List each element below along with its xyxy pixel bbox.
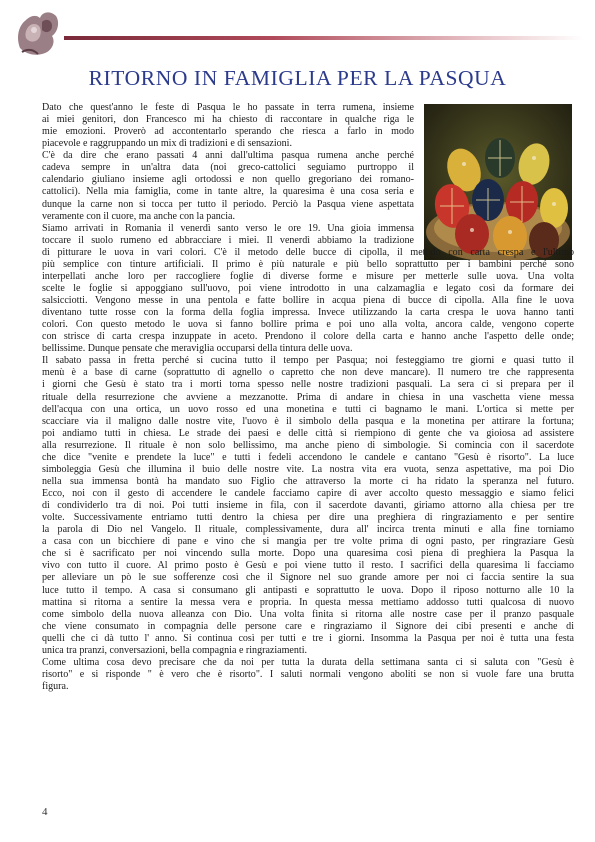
angel-relief-logo-icon (12, 8, 62, 58)
text-line: cattolici). Nella mia famiglia, come in tante altre, la quaresima è una cosa seria e (42, 186, 414, 198)
text-line: Come ultima cosa devo precisare che da noi per tutta la durata della settimana santa ci si saluta con "Gesù è (42, 656, 574, 668)
text-line: mie emozioni. Proverò ad accontentarlo sperando che riesca a farlo in modo (42, 126, 414, 138)
text-line: che si è sacrificato per noi vincendo sulla morte. Dopo una quaresima così piena di preghiera la Pasqua la (42, 548, 574, 560)
text-line: alla resurrezione. Il rituale è non solo bellissimo, ma anche pieno di simbologie. Si comincia con il sacerdote (42, 439, 574, 451)
text-line: diventano tutte rosse con la forma della foglia impressa. Invece utilizzando la carta crespa le uova hanno tanti (42, 307, 574, 319)
text-line: Siamo arrivati in Romania il venerdì santo verso le ore 19. Una gioia immensa (42, 222, 414, 234)
text-line: salsicciotti. Vengono messe in una pentola e fatte bollire in acqua piena di bucce di cipolla. Alla fine le uova (42, 295, 574, 306)
text-line: colori. Con questo metodo le uova si fanno bollire prima e poi uno alla volta, ancora calde, vengono coperte (42, 319, 574, 331)
text-line: quelli che ci dà tutto l' anno. Si continua così per tutti e tre i giorni. Insomma la Pasqua per noi è tutta una festa (42, 632, 574, 644)
text-line: scelte le foglie si appoggiano sull'uovo, poi viene introdotto in una calzamaglia e legato così da formare dei (42, 282, 574, 294)
text-line: per alleviare un pò le sue sofferenze così che il Signore nel suo grande amore per noi ci faccia sentire la sua (42, 572, 574, 584)
text-line: rituale della resurrezione che avviene a mezzanotte. Prima di andare in chiesa in una vaschetta viene messa (42, 391, 574, 403)
text-line: la parola di Dio nel Vangelo. Il rituale, complessivamente, dura all' incirca trenta minuti e alla fine torniamo (42, 524, 574, 536)
text-line: C'è da dire che erano passati 4 anni dall'ultima pasqua rumena anche perché (42, 150, 414, 162)
text-line: che viene consumato in compagnia delle persone care e ringraziamo il Signore dei cibi presenti e anche di (42, 620, 574, 632)
text-line: di condividerlo tra di noi. Poi tutti insieme in fila, con il sacerdote davanti, giriamo attorno alla chiesa per tre (42, 500, 574, 512)
text-line: dunque la carne non si tocca per tutto il periodo. Perciò la Pasqua viene aspettata (42, 198, 414, 210)
article-body (42, 102, 574, 693)
text-line: luce tutto il tempo. A casa si consumano gli antipasti e soprattutto le uova. Dopo il riposo notturno alle 10 la (42, 584, 574, 596)
text-line: nella sua immensa bontà ha mandato suo Figlio che attraverso la morte ci ha ridato la speranza nel futuro. (42, 475, 574, 487)
text-line: Il sabato passa in fretta perché si cucina tutto il tempo per Pasqua; noi festeggiamo tre giorni e quasi tutto il (42, 355, 574, 367)
text-line: calendario giuliano insieme agli ortodossi e non quello gregoriano dei romano- (42, 174, 414, 186)
text-line: più semplice con tinture artificiali. Il primo è più naturale e più bello soprattutto per i bambini perché sono (42, 258, 574, 270)
text-line: veramente con il cuore, ma anche con la pancia. (42, 210, 236, 222)
text-line: menù è a base di carne (soprattutto di agnello o capretto che non deve mancare). Il numero tre che rappresenta (42, 367, 574, 379)
text-line: volte. Successivamente entriamo tutti dentro la chiesa per dire una preghiera di ringraziamento e per sentire (42, 512, 574, 524)
text-line: dell'acqua con una ortica, un uovo rosso ed una monetina e tutti ci bagnamo le mani. L'ortica si mette per (42, 403, 574, 415)
text-line: scacciare via il maligno dalle nostre vite, l'uovo è il simbolo della pasqua e la monetina per attirare la fortuna; (42, 415, 574, 427)
text-line: interpellati anche loro per raccogliere foglie di diverse forme e misure per metterle sulle uova. Una volta (42, 270, 574, 282)
text-line: vivo con tutto il cuore. Al primo posto è Gesù e poi viene tutto il resto. I sacrifici della quaresima li facciamo (42, 560, 574, 572)
text-line: unica tra pranzi, conversazioni, bella compagnia e ringraziamenti. (42, 644, 308, 656)
text-line: risorto" e si risponde " è vero che è risorto". I saluti normali vengono aboliti se non si vuole fare una brutta (42, 668, 574, 680)
text-line: bellissime. Dunque pensate che meraviglia occuparsi della tintura delle uova. (42, 343, 353, 355)
text-line: ai miei genitori, don Francesco mi ha chiesto di raccontare in qualche riga le (42, 114, 414, 126)
text-line: poi andiamo tutti in chiesa. Le strade dei paesi e delle città si riempiono di gente che va gioiosa ad assistere (42, 427, 574, 439)
page-number: 4 (42, 806, 48, 818)
article-title: RITORNO IN FAMIGLIA PER LA PASQUA (88, 66, 507, 90)
text-line: mattina si ritorna a sentire la messa vera e propria. In questa messa mettiamo addosso tutti qualcosa di nuovo (42, 596, 574, 608)
text-line: con strisce di carta crespa inzuppate in aceto. Prendono il colore della carta e hanno anche l'aspetto delle onde; (42, 331, 574, 343)
text-line: a casa con un bicchiere di pane e vino che si mangia per tre volte prima di ogni pasto, per ringraziare Gesù (42, 536, 574, 548)
text-line: cadeva sempre in un'altra data (noi greco-cattolici seguiamo purtroppo il (42, 162, 414, 174)
text-line: figura. (42, 681, 69, 692)
text-line: che dice "venite e prendete la luce" e tutti i fedeli accendono le candele e cantano "Gesù è risorto". La luce (42, 451, 574, 463)
text-line: i giorni che Gesù è stato tra i morti torna spesso nelle nostre tradizioni pasquali. La sera ci si prepara per il (42, 379, 574, 391)
text-line: come simbolo della nuova alleanza con Dio. Una volta finita si ritorna alle nostre case per il pranzo pasquale (42, 608, 574, 620)
text-line: di pitturare le uova in vari colori. C'è il metodo delle bucce di cipolla, il metodo con carta crespa e l'ultimo (42, 246, 574, 258)
text-line: Dato che quest'anno le feste di Pasqua le ho passate in terra rumena, insieme (42, 102, 414, 113)
text-line: piacevole e raggruppando un mix di tradizioni e di sensazioni. (42, 138, 292, 150)
text-line: toccare il suolo rumeno ed abbracciare i miei. Il venerdì abbiamo la tradizione (42, 234, 414, 246)
text-line: Ecco, noi con il gesto di accendere le candele facciamo capire di aver accolto questo messaggio e siamo felici (42, 488, 574, 499)
header-divider-line (64, 36, 584, 40)
text-line: simboleggia Gesù che illumina il buio delle nostre vite. La nostra vita era vuota, senza aspettative, ma poi Dio (42, 463, 574, 475)
